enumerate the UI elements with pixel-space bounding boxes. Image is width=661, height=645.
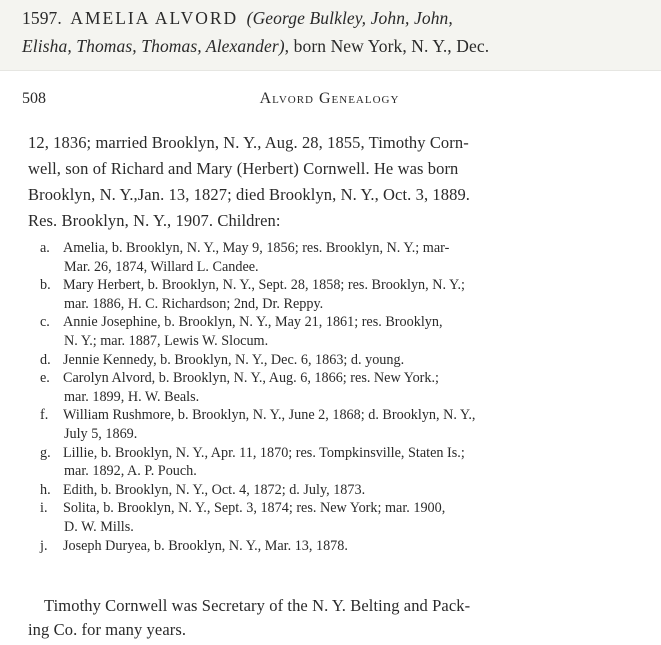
- child-text: Jennie Kennedy, b. Brooklyn, N. Y., Dec. 6, 1863; d. young.: [63, 351, 405, 368]
- entry-lineage-part1: (George Bulkley, John, John,: [246, 8, 453, 28]
- child-text: William Rushmore, b. Brooklyn, N. Y., June 2, 1868; d. Brooklyn, N. Y.,: [63, 407, 476, 424]
- child-text-continued: D. W. Mills.: [64, 519, 134, 535]
- child-letter: h.: [40, 481, 51, 498]
- child-text: Lillie, b. Brooklyn, N. Y., Apr. 11, 1870; res. Tompkinsville, Staten Is.;: [63, 444, 465, 461]
- note-line: ing Co. for many years.: [28, 620, 187, 639]
- note-line: Timothy Cornwell was Secretary of the N. Y. Belting and Pack-: [44, 596, 471, 615]
- child-letter: f.: [40, 407, 49, 424]
- child-text-continued: July 5, 1869.: [64, 426, 138, 442]
- child-letter: g.: [40, 444, 51, 461]
- child-text: Solita, b. Brooklyn, N. Y., Sept. 3, 1874; res. New York; mar. 1900,: [63, 500, 446, 517]
- child-text: Mary Herbert, b. Brooklyn, N. Y., Sept. 28, 1858; res. Brooklyn, N. Y.;: [63, 277, 465, 294]
- page-number: 508: [22, 90, 46, 107]
- body-line: Res. Brooklyn, N. Y., 1907. Children:: [28, 211, 281, 230]
- child-letter: a.: [40, 240, 50, 256]
- child-text: Carolyn Alvord, b. Brooklyn, N. Y., Aug. 6, 1866; res. New York.;: [63, 370, 439, 387]
- child-letter: d.: [40, 351, 51, 368]
- child-text-continued: Mar. 26, 1874, Willard L. Candee.: [64, 258, 259, 275]
- child-letter: e.: [40, 370, 50, 387]
- child-text-continued: mar. 1899, H. W. Beals.: [64, 388, 200, 405]
- entry-name: AMELIA ALVORD: [70, 8, 239, 28]
- child-letter: b.: [40, 277, 51, 294]
- body-line: well, son of Richard and Mary (Herbert) Cornwell. He was born: [28, 159, 459, 178]
- previous-page-fragment: [0, 0, 661, 70]
- entry-number: 1597.: [22, 8, 62, 28]
- child-letter: c.: [40, 314, 50, 331]
- body-line: 12, 1836; married Brooklyn, N. Y., Aug. 28, 1855, Timothy Corn-: [28, 133, 469, 152]
- child-text: Annie Josephine, b. Brooklyn, N. Y., May 21, 1861; res. Brooklyn,: [63, 314, 443, 331]
- entry-birth-text: , born New York, N. Y., Dec.: [284, 36, 490, 56]
- child-letter: j.: [40, 537, 48, 554]
- child-text-continued: mar. 1892, A. P. Pouch.: [64, 463, 197, 480]
- child-text: Joseph Duryea, b. Brooklyn, N. Y., Mar. 13, 1878.: [63, 537, 348, 554]
- entry-lineage-line: [22, 36, 489, 57]
- entry-heading-line: [22, 8, 453, 29]
- page-divider: [0, 70, 661, 71]
- child-text-continued: N. Y.; mar. 1887, Lewis W. Slocum.: [64, 333, 269, 349]
- child-text: Edith, b. Brooklyn, N. Y., Oct. 4, 1872; d. July, 1873.: [63, 481, 366, 498]
- child-letter: i.: [40, 500, 48, 517]
- page-header: [22, 90, 637, 112]
- running-title: Alvord Genealogy: [259, 90, 400, 107]
- entry-lineage-part2: Elisha, Thomas, Thomas, Alexander): [22, 36, 285, 56]
- body-line: Brooklyn, N. Y.,Jan. 13, 1827; died Brooklyn, N. Y., Oct. 3, 1889.: [28, 185, 471, 204]
- child-text-continued: mar. 1886, H. C. Richardson; 2nd, Dr. Reppy.: [64, 295, 324, 312]
- child-text: Amelia, b. Brooklyn, N. Y., May 9, 1856; res. Brooklyn, N. Y.; mar-: [63, 240, 450, 256]
